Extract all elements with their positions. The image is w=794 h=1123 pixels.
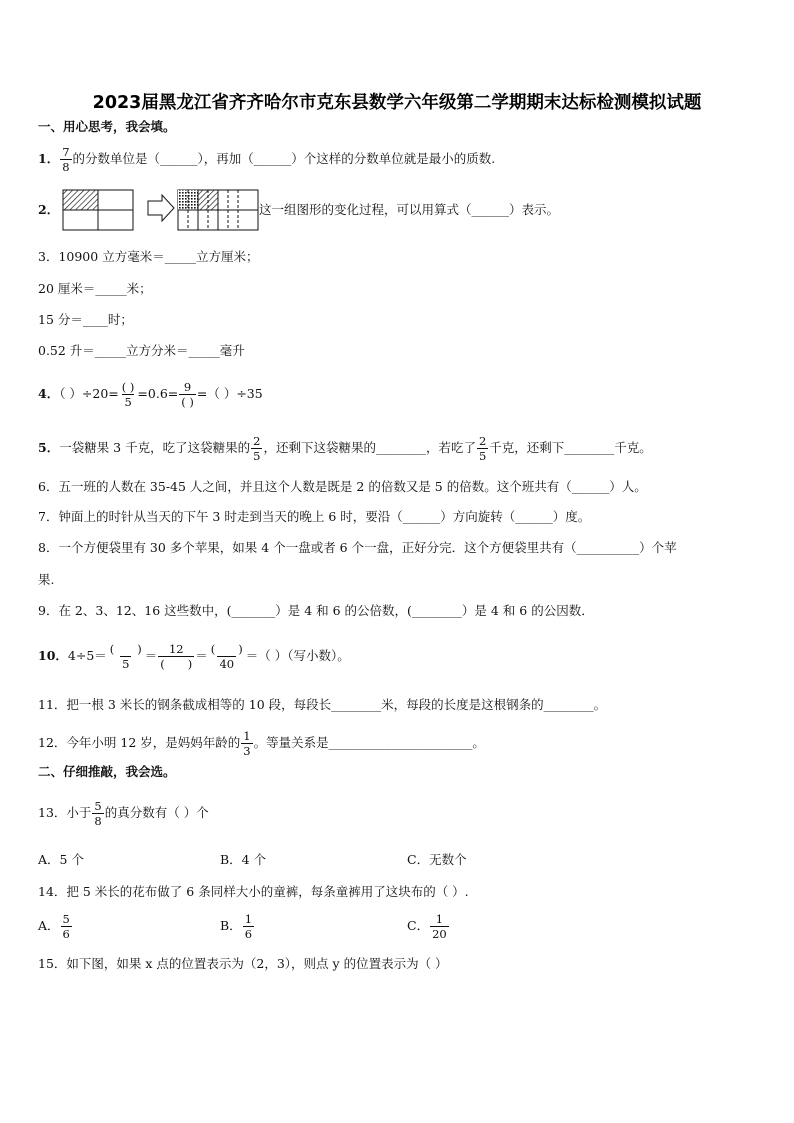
equals-sign: ＝ [144, 648, 158, 664]
question-text: 的真分数有（ ）个 [104, 805, 209, 821]
denominator: ( ) [160, 657, 193, 672]
numerator: ( ) [210, 642, 243, 656]
question-6: 6．五一班的人数在 35-45 人之间，并且这个人数是既是 2 的倍数又是 5 的倍数。这个班共有（______）人。 [38, 479, 647, 494]
rectangle-half-shaded [63, 190, 133, 230]
question-text: 12．今年小明 12 岁，是妈妈年龄的 [38, 735, 241, 751]
numerator: ( ) [109, 642, 142, 656]
question-text: =0.6= [137, 386, 179, 402]
question-number: 10． [38, 648, 68, 664]
fraction-7-8 [60, 146, 71, 173]
numerator: 1 [243, 729, 251, 743]
numerator: 9 [183, 380, 192, 394]
option-a[interactable] [38, 913, 73, 940]
question-8-line-1: 8．一个方便袋里有 30 多个苹果，如果 4 个一盘或者 6 个一盘，正好分完．这个方便袋里共有（__________）个苹 [38, 540, 677, 555]
question-text: 一袋糖果 3 千克，吃了这袋糖果的 [59, 440, 251, 456]
section-heading-choose: 二、仔细推敲，我会选。 [38, 764, 176, 779]
question-text: 。等量关系是_______________________。 [253, 735, 485, 751]
numerator: 12 [168, 642, 184, 656]
question-3-line-1: 3．10900 立方毫米＝_____立方厘米； [38, 249, 259, 264]
equals-sign: ＝ [195, 648, 208, 664]
question-text: 这一组图形的变化过程，可以用算式（______）表示。 [259, 202, 560, 217]
denominator: 5 [478, 449, 487, 464]
numerator: 7 [62, 145, 70, 159]
fraction-2-5 [477, 435, 488, 462]
question-number: 5． [38, 440, 60, 456]
question-4 [38, 381, 263, 408]
question-text: ＝（ ）（写小数）。 [245, 648, 350, 664]
denominator: 8 [94, 814, 102, 829]
question-9: 9．在 2、3、12、16 这些数中，(_______）是 4 和 6 的公倍数，(________）是 4 和 6 的公因数． [38, 603, 594, 618]
fraction-12-over-blank [158, 643, 194, 670]
question-15: 15．如下图，如果 x 点的位置表示为（2，3），则点 y 的位置表示为（ ） [38, 956, 448, 971]
section-heading-fill: 一、用心思考，我会填。 [38, 119, 176, 134]
fraction-5-8 [92, 800, 103, 827]
fraction-blank-over-5 [108, 643, 144, 670]
question-7: 7．钟面上的时针从当天的下午 3 时走到当天的晚上 6 时，要沿（______）方向旋转（______）度。 [38, 509, 591, 524]
denominator: 5 [122, 657, 130, 672]
question-5 [38, 435, 652, 462]
option-label: B． [220, 918, 242, 934]
denominator: 6 [244, 927, 253, 942]
question-text: （ ）÷20= [59, 386, 119, 402]
question-13 [38, 800, 209, 827]
right-arrow-icon [148, 195, 174, 221]
option-label: A． [38, 918, 60, 934]
fraction-1-6 [243, 913, 254, 940]
fraction-blank-over-5 [120, 381, 137, 408]
fraction-blank-over-40 [209, 643, 245, 670]
denominator: 3 [243, 744, 251, 759]
option-a[interactable]: A．5 个 [38, 852, 84, 867]
fraction-9-over-blank [179, 381, 196, 408]
numerator: 2 [478, 434, 487, 448]
question-10 [38, 643, 350, 670]
question-1 [38, 146, 495, 173]
numerator: 1 [244, 912, 253, 926]
question-text: 13．小于 [38, 805, 92, 821]
fraction-2-5 [251, 435, 262, 462]
question-text: 千克，还剩下________千克。 [489, 440, 652, 456]
denominator: 5 [253, 449, 261, 464]
fraction-1-20 [430, 913, 449, 940]
denominator: 8 [62, 160, 70, 175]
numerator: 5 [62, 912, 70, 926]
rectangle-subdivided [178, 190, 258, 230]
page-title: 2023届黑龙江省齐齐哈尔市克东县数学六年级第二学期期末达标检测模拟试题 [92, 93, 702, 113]
option-label: C． [407, 918, 430, 934]
numerator: 1 [435, 912, 444, 926]
question-14: 14．把 5 米长的花布做了 6 条同样大小的童裤，每条童裤用了这块布的（ ）. [38, 884, 469, 899]
question-number: 1． [38, 151, 60, 167]
question-text: 4÷5＝ [67, 648, 107, 664]
question-text: ，还剩下这袋糖果的________，若吃了 [263, 440, 476, 456]
question-8-line-2: 果. [38, 572, 55, 587]
option-c[interactable] [407, 913, 450, 940]
denominator: 6 [62, 927, 70, 942]
question-3-line-4: 0.52 升＝_____立方分米＝_____毫升 [38, 343, 245, 358]
shape-transformation-figure [62, 189, 262, 234]
denominator: 20 [432, 927, 447, 942]
question-11: 11．把一根 3 米长的钢条截成相等的 10 段，每段长________米，每段的长度是这根钢条的________。 [38, 697, 607, 712]
fraction-1-3 [241, 730, 252, 757]
option-b[interactable]: B．4 个 [220, 852, 267, 867]
numerator: 2 [253, 434, 261, 448]
question-12 [38, 730, 485, 757]
denominator: 40 [219, 657, 235, 672]
question-number: 2． [38, 202, 60, 217]
option-b[interactable] [220, 913, 255, 940]
denominator: 5 [124, 395, 132, 410]
question-3-line-2: 20 厘米＝_____米； [38, 281, 152, 296]
question-text: =（ ）÷35 [196, 386, 263, 402]
question-text: 的分数单位是（______），再加（______）个这样的分数单位就是最小的质数. [72, 151, 496, 167]
question-2 [38, 204, 59, 217]
question-3-line-3: 15 分＝____时； [38, 312, 133, 327]
numerator: 5 [94, 799, 102, 813]
numerator: ( ) [121, 380, 135, 394]
question-number: 4． [38, 386, 60, 402]
fraction-5-6 [61, 913, 72, 940]
denominator: ( ) [181, 395, 194, 410]
option-c[interactable]: C．无数个 [407, 852, 467, 867]
